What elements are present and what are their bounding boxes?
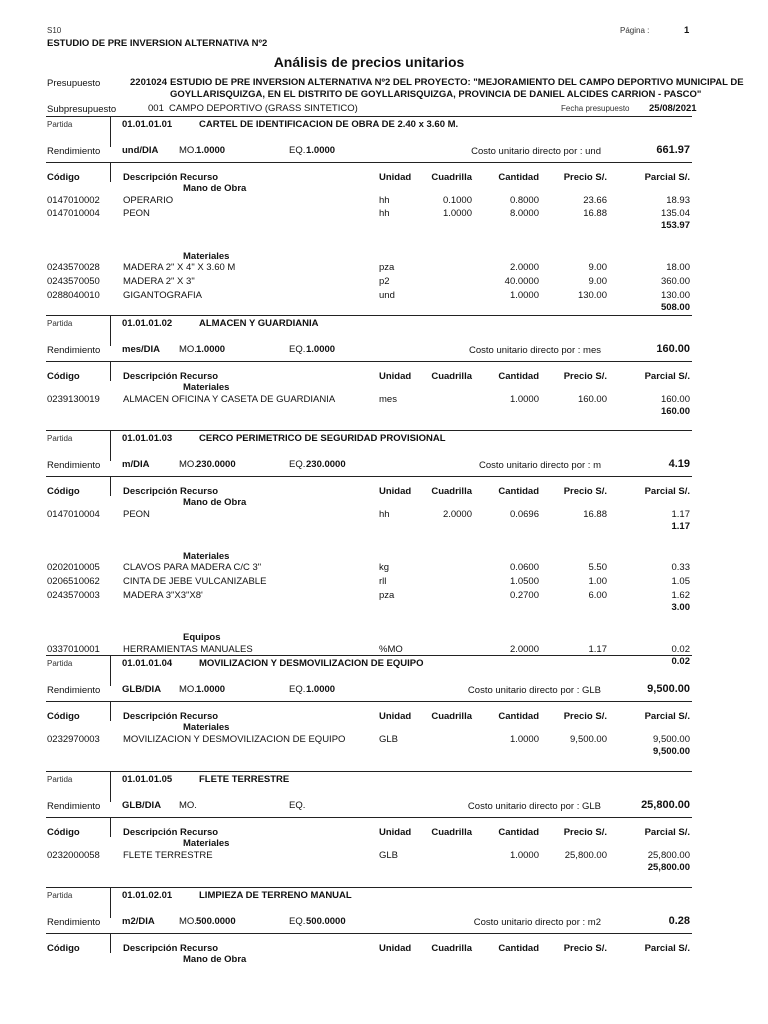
eq-value: 1.0000 bbox=[306, 145, 336, 156]
group-subtotal: 9,500.00 bbox=[653, 745, 690, 757]
costo-unitario-value: 0.28 bbox=[668, 915, 690, 927]
group-subtotal: 508.00 bbox=[660, 301, 690, 313]
col-codigo: Código bbox=[47, 943, 80, 954]
group-heading: Equipos bbox=[183, 632, 221, 644]
header-rule bbox=[46, 476, 692, 477]
eq-label: EQ. bbox=[289, 800, 306, 811]
group-heading: Mano de Obra bbox=[183, 497, 247, 508]
partida-separator bbox=[110, 655, 111, 686]
col-cantidad: Cantidad bbox=[498, 172, 539, 183]
partida-top-rule bbox=[46, 887, 692, 888]
presupuesto-label: Presupuesto bbox=[47, 78, 101, 89]
resource-description: MOVILIZACION Y DESMOVILIZACION DE EQUIPO bbox=[123, 733, 346, 745]
header-rule bbox=[46, 933, 692, 934]
resource-unit: %MO bbox=[379, 643, 403, 655]
col-unidad: Unidad bbox=[379, 172, 412, 183]
rendimiento-label: Rendimiento bbox=[47, 146, 101, 157]
rendimiento-label: Rendimiento bbox=[47, 345, 101, 356]
resource-parcial: 1.62 bbox=[671, 589, 690, 601]
partida-name: CARTEL DE IDENTIFICACION DE OBRA DE 2.40 x 3.60 M. bbox=[199, 119, 459, 130]
resource-cantidad: 0.2700 bbox=[509, 589, 539, 601]
eq-label: EQ. bbox=[289, 145, 306, 156]
rendimiento-unit: GLB/DIA bbox=[122, 800, 162, 811]
resource-unit: pza bbox=[379, 262, 395, 274]
resource-code: 0147010002 bbox=[47, 194, 100, 206]
subpresupuesto-name: CAMPO DEPORTIVO (GRASS SINTETICO) bbox=[169, 103, 358, 114]
resource-cantidad: 0.8000 bbox=[509, 194, 539, 206]
resource-cantidad: 1.0000 bbox=[509, 849, 539, 861]
partida-label: Partida bbox=[47, 120, 73, 129]
group-subtotal: 160.00 bbox=[660, 405, 690, 417]
rendimiento-unit: m/DIA bbox=[122, 459, 150, 470]
resource-code: 0288040010 bbox=[47, 289, 100, 301]
rendimiento-unit: m2/DIA bbox=[122, 916, 155, 927]
resource-cantidad: 1.0000 bbox=[509, 289, 539, 301]
header-rule bbox=[46, 817, 692, 818]
costo-unitario-label: Costo unitario directo por : m bbox=[479, 460, 601, 471]
resource-code: 0243570050 bbox=[47, 275, 100, 287]
col-codigo: Código bbox=[47, 711, 80, 722]
resource-cantidad: 8.0000 bbox=[509, 208, 539, 220]
mo-label: MO. bbox=[179, 916, 197, 927]
resource-precio: 6.00 bbox=[588, 589, 607, 601]
col-precio: Precio S/. bbox=[563, 943, 607, 954]
resource-precio: 1.00 bbox=[588, 576, 607, 588]
header-rule bbox=[46, 701, 692, 702]
resource-description: CINTA DE JEBE VULCANIZABLE bbox=[123, 576, 267, 588]
partida-separator bbox=[110, 701, 111, 721]
mo-value: 500.0000 bbox=[196, 916, 236, 927]
group-heading: Materiales bbox=[183, 838, 230, 849]
eq-value: 230.0000 bbox=[306, 459, 346, 470]
resource-code: 0232000058 bbox=[47, 849, 100, 861]
resource-unit: GLB bbox=[379, 849, 399, 861]
rendimiento-unit: und/DIA bbox=[122, 145, 159, 156]
col-descripcion: Descripción Recurso bbox=[123, 711, 219, 722]
mo-label: MO. bbox=[179, 684, 197, 695]
resource-description: MADERA 3"X3"X8' bbox=[123, 589, 203, 601]
resource-description: MADERA 2" X 4" X 3.60 M bbox=[123, 262, 236, 274]
resource-precio: 130.00 bbox=[577, 289, 607, 301]
resource-precio: 9.00 bbox=[588, 275, 607, 287]
resource-description: ALMACEN OFICINA Y CASETA DE GUARDIANIA bbox=[123, 393, 336, 405]
partida-top-rule bbox=[46, 116, 692, 117]
col-unidad: Unidad bbox=[379, 711, 412, 722]
col-precio: Precio S/. bbox=[563, 371, 607, 382]
group-heading: Mano de Obra bbox=[183, 954, 247, 965]
partida-separator bbox=[110, 933, 111, 953]
resource-cantidad: 1.0000 bbox=[509, 393, 539, 405]
partida-code: 01.01.01.03 bbox=[122, 433, 173, 444]
col-descripcion: Descripción Recurso bbox=[123, 486, 219, 497]
col-precio: Precio S/. bbox=[563, 486, 607, 497]
subpresupuesto-label: Subpresupuesto bbox=[47, 104, 117, 115]
resource-parcial: 1.17 bbox=[671, 508, 690, 520]
partida-code: 01.01.01.02 bbox=[122, 318, 173, 329]
resource-precio: 9,500.00 bbox=[570, 733, 607, 745]
resource-parcial: 0.02 bbox=[671, 643, 690, 655]
costo-unitario-value: 160.00 bbox=[656, 343, 690, 355]
partida-top-rule bbox=[46, 430, 692, 431]
costo-unitario-label: Costo unitario directo por : m2 bbox=[473, 917, 601, 928]
partida-top-rule bbox=[46, 315, 692, 316]
resource-unit: und bbox=[379, 289, 395, 301]
resource-precio: 16.88 bbox=[583, 508, 607, 520]
resource-code: 0243570003 bbox=[47, 589, 100, 601]
page-label: Página : bbox=[620, 26, 650, 35]
resource-cantidad: 2.0000 bbox=[509, 262, 539, 274]
resource-parcial: 130.00 bbox=[660, 289, 690, 301]
eq-label: EQ. bbox=[289, 459, 306, 470]
col-cuadrilla: Cuadrilla bbox=[431, 711, 472, 722]
eq-value: 1.0000 bbox=[306, 344, 336, 355]
resource-unit: mes bbox=[379, 393, 397, 405]
resource-description: GIGANTOGRAFIA bbox=[123, 289, 203, 301]
costo-unitario-value: 9,500.00 bbox=[647, 683, 690, 695]
resource-cantidad: 2.0000 bbox=[509, 643, 539, 655]
partida-code: 01.01.01.05 bbox=[122, 774, 173, 785]
resource-precio: 5.50 bbox=[588, 562, 607, 574]
partida-name: FLETE TERRESTRE bbox=[199, 774, 290, 785]
col-descripcion: Descripción Recurso bbox=[123, 827, 219, 838]
col-cuadrilla: Cuadrilla bbox=[431, 827, 472, 838]
resource-precio: 16.88 bbox=[583, 208, 607, 220]
rendimiento-label: Rendimiento bbox=[47, 685, 101, 696]
col-codigo: Código bbox=[47, 371, 80, 382]
col-codigo: Código bbox=[47, 486, 80, 497]
partida-top-rule bbox=[46, 771, 692, 772]
partida-separator bbox=[110, 476, 111, 496]
group-heading: Materiales bbox=[183, 550, 230, 562]
group-subtotal: 3.00 bbox=[671, 602, 690, 613]
group-heading: Materiales bbox=[183, 250, 230, 262]
rendimiento-unit: GLB/DIA bbox=[122, 684, 162, 695]
col-parcial: Parcial S/. bbox=[644, 943, 690, 954]
col-precio: Precio S/. bbox=[563, 711, 607, 722]
resource-description: CLAVOS PARA MADERA C/C 3" bbox=[123, 562, 262, 574]
col-cuadrilla: Cuadrilla bbox=[431, 486, 472, 497]
resource-cantidad: 1.0000 bbox=[509, 733, 539, 745]
page-number: 1 bbox=[684, 25, 690, 36]
costo-unitario-label: Costo unitario directo por : mes bbox=[468, 345, 601, 356]
rendimiento-unit: mes/DIA bbox=[122, 344, 161, 355]
col-cantidad: Cantidad bbox=[498, 711, 539, 722]
presupuesto-line2: GOYLLARISQUIZGA, EN EL DISTRITO DE GOYLLARISQUIZGA, PROVINCIA DE DANIEL ALCIDES CARRION - PASCO" bbox=[170, 89, 702, 100]
resource-unit: hh bbox=[379, 508, 390, 520]
resource-parcial: 1.05 bbox=[671, 576, 690, 588]
partida-top-rule bbox=[46, 655, 692, 656]
resource-unit: hh bbox=[379, 194, 390, 206]
fecha-value: 25/08/2021 bbox=[649, 103, 697, 114]
partida-name: ALMACEN Y GUARDIANIA bbox=[199, 318, 319, 329]
mo-label: MO. bbox=[179, 145, 197, 156]
partida-separator bbox=[110, 817, 111, 837]
partida-label: Partida bbox=[47, 434, 73, 443]
rendimiento-label: Rendimiento bbox=[47, 460, 101, 471]
resource-cuadrilla: 0.1000 bbox=[442, 194, 472, 206]
col-descripcion: Descripción Recurso bbox=[123, 371, 219, 382]
resource-parcial: 25,800.00 bbox=[647, 849, 690, 861]
resource-description: MADERA 2" X 3" bbox=[123, 275, 195, 287]
resource-code: 0202010005 bbox=[47, 562, 100, 574]
costo-unitario-label: Costo unitario directo por : GLB bbox=[467, 685, 601, 696]
fecha-label: Fecha presupuesto bbox=[561, 104, 630, 113]
group-subtotal: 1.17 bbox=[671, 520, 690, 532]
resource-parcial: 9,500.00 bbox=[653, 733, 690, 745]
resource-description: HERRAMIENTAS MANUALES bbox=[123, 643, 253, 655]
group-heading: Materiales bbox=[183, 722, 230, 733]
resource-precio: 25,800.00 bbox=[564, 849, 607, 861]
mo-value: 1.0000 bbox=[196, 684, 226, 695]
col-parcial: Parcial S/. bbox=[644, 711, 690, 722]
resource-cuadrilla: 1.0000 bbox=[442, 208, 472, 220]
resource-code: 0243570028 bbox=[47, 262, 100, 274]
resource-parcial: 135.04 bbox=[660, 208, 690, 220]
partida-code: 01.01.01.04 bbox=[122, 658, 173, 669]
resource-parcial: 0.33 bbox=[671, 562, 690, 574]
page-title: Análisis de precios unitarios bbox=[273, 54, 465, 70]
col-parcial: Parcial S/. bbox=[644, 172, 690, 183]
partida-name: LIMPIEZA DE TERRENO MANUAL bbox=[199, 890, 352, 901]
col-unidad: Unidad bbox=[379, 943, 412, 954]
resource-precio: 160.00 bbox=[577, 393, 607, 405]
group-subtotal: 25,800.00 bbox=[647, 861, 690, 873]
resource-description: OPERARIO bbox=[123, 194, 174, 206]
resource-code: 0239130019 bbox=[47, 393, 100, 405]
eq-value: 500.0000 bbox=[306, 916, 346, 927]
presupuesto-line1: ESTUDIO DE PRE INVERSION ALTERNATIVA Nº2 DEL PROYECTO: "MEJORAMIENTO DEL CAMPO DEPORTIVO MUNICIPAL DE bbox=[170, 77, 744, 88]
partida-code: 01.01.01.01 bbox=[122, 119, 173, 130]
mo-label: MO. bbox=[179, 459, 197, 470]
col-descripcion: Descripción Recurso bbox=[123, 943, 219, 954]
col-parcial: Parcial S/. bbox=[644, 486, 690, 497]
resource-unit: GLB bbox=[379, 733, 399, 745]
eq-label: EQ. bbox=[289, 916, 306, 927]
costo-unitario-label: Costo unitario directo por : und bbox=[471, 146, 601, 157]
partida-label: Partida bbox=[47, 659, 73, 668]
report-code: S10 bbox=[47, 26, 62, 35]
partida-separator bbox=[110, 361, 111, 381]
rendimiento-label: Rendimiento bbox=[47, 801, 101, 812]
col-cantidad: Cantidad bbox=[498, 371, 539, 382]
rendimiento-label: Rendimiento bbox=[47, 917, 101, 928]
partida-label: Partida bbox=[47, 775, 73, 784]
partida-separator bbox=[110, 116, 111, 147]
presupuesto-code: 2201024 bbox=[130, 77, 167, 88]
col-unidad: Unidad bbox=[379, 827, 412, 838]
eq-label: EQ. bbox=[289, 344, 306, 355]
partida-code: 01.01.02.01 bbox=[122, 890, 173, 901]
resource-parcial: 18.00 bbox=[666, 262, 690, 274]
group-heading: Mano de Obra bbox=[183, 183, 247, 194]
col-codigo: Código bbox=[47, 827, 80, 838]
resource-parcial: 360.00 bbox=[660, 275, 690, 287]
resource-code: 0337010001 bbox=[47, 643, 100, 655]
resource-code: 0147010004 bbox=[47, 208, 100, 220]
mo-value: 1.0000 bbox=[196, 145, 226, 156]
col-precio: Precio S/. bbox=[563, 827, 607, 838]
resource-unit: kg bbox=[379, 562, 390, 574]
partida-label: Partida bbox=[47, 891, 73, 900]
subpresupuesto-code: 001 bbox=[148, 103, 164, 114]
mo-label: MO. bbox=[179, 344, 197, 355]
resource-code: 0232970003 bbox=[47, 733, 100, 745]
costo-unitario-value: 4.19 bbox=[668, 458, 690, 470]
resource-unit: pza bbox=[379, 589, 395, 601]
col-cantidad: Cantidad bbox=[498, 486, 539, 497]
partida-separator bbox=[110, 771, 111, 802]
col-precio: Precio S/. bbox=[563, 172, 607, 183]
mo-label: MO. bbox=[179, 800, 197, 811]
resource-description: PEON bbox=[123, 508, 150, 520]
resource-unit: p2 bbox=[379, 275, 390, 287]
resource-cantidad: 1.0500 bbox=[509, 576, 539, 588]
resource-precio: 1.17 bbox=[588, 643, 607, 655]
partida-separator bbox=[110, 430, 111, 461]
resource-unit: rll bbox=[379, 576, 387, 588]
partida-separator bbox=[110, 315, 111, 346]
group-subtotal: 0.02 bbox=[671, 655, 690, 667]
partida-separator bbox=[110, 162, 111, 182]
col-unidad: Unidad bbox=[379, 371, 412, 382]
col-codigo: Código bbox=[47, 172, 80, 183]
col-cuadrilla: Cuadrilla bbox=[431, 371, 472, 382]
company-name: ESTUDIO DE PRE INVERSION ALTERNATIVA Nº2 bbox=[47, 38, 268, 49]
resource-cantidad: 40.0000 bbox=[504, 275, 539, 287]
resource-code: 0147010004 bbox=[47, 508, 100, 520]
col-cuadrilla: Cuadrilla bbox=[431, 943, 472, 954]
resource-parcial: 18.93 bbox=[666, 194, 690, 206]
col-parcial: Parcial S/. bbox=[644, 827, 690, 838]
costo-unitario-label: Costo unitario directo por : GLB bbox=[467, 801, 601, 812]
partida-separator bbox=[110, 887, 111, 918]
header-rule bbox=[46, 361, 692, 362]
resource-description: PEON bbox=[123, 208, 150, 220]
resource-code: 0206510062 bbox=[47, 576, 100, 588]
resource-cantidad: 0.0696 bbox=[509, 508, 539, 520]
col-unidad: Unidad bbox=[379, 486, 412, 497]
mo-value: 230.0000 bbox=[196, 459, 236, 470]
resource-precio: 23.66 bbox=[583, 194, 607, 206]
col-parcial: Parcial S/. bbox=[644, 371, 690, 382]
resource-unit: hh bbox=[379, 208, 390, 220]
group-heading: Materiales bbox=[183, 382, 230, 393]
partida-name: CERCO PERIMETRICO DE SEGURIDAD PROVISIONAL bbox=[199, 433, 446, 444]
group-subtotal: 153.97 bbox=[660, 220, 690, 232]
col-cantidad: Cantidad bbox=[498, 827, 539, 838]
resource-precio: 9.00 bbox=[588, 262, 607, 274]
header-rule bbox=[46, 162, 692, 163]
mo-value: 1.0000 bbox=[196, 344, 226, 355]
resource-cuadrilla: 2.0000 bbox=[442, 508, 472, 520]
resource-description: FLETE TERRESTRE bbox=[123, 849, 213, 861]
col-cuadrilla: Cuadrilla bbox=[431, 172, 472, 183]
resource-cantidad: 0.0600 bbox=[509, 562, 539, 574]
partida-name: MOVILIZACION Y DESMOVILIZACION DE EQUIPO bbox=[199, 658, 424, 669]
eq-value: 1.0000 bbox=[306, 684, 336, 695]
col-cantidad: Cantidad bbox=[498, 943, 539, 954]
eq-label: EQ. bbox=[289, 684, 306, 695]
resource-parcial: 160.00 bbox=[660, 393, 690, 405]
col-descripcion: Descripción Recurso bbox=[123, 172, 219, 183]
partida-label: Partida bbox=[47, 319, 73, 328]
costo-unitario-value: 661.97 bbox=[656, 144, 690, 156]
costo-unitario-value: 25,800.00 bbox=[641, 799, 690, 811]
